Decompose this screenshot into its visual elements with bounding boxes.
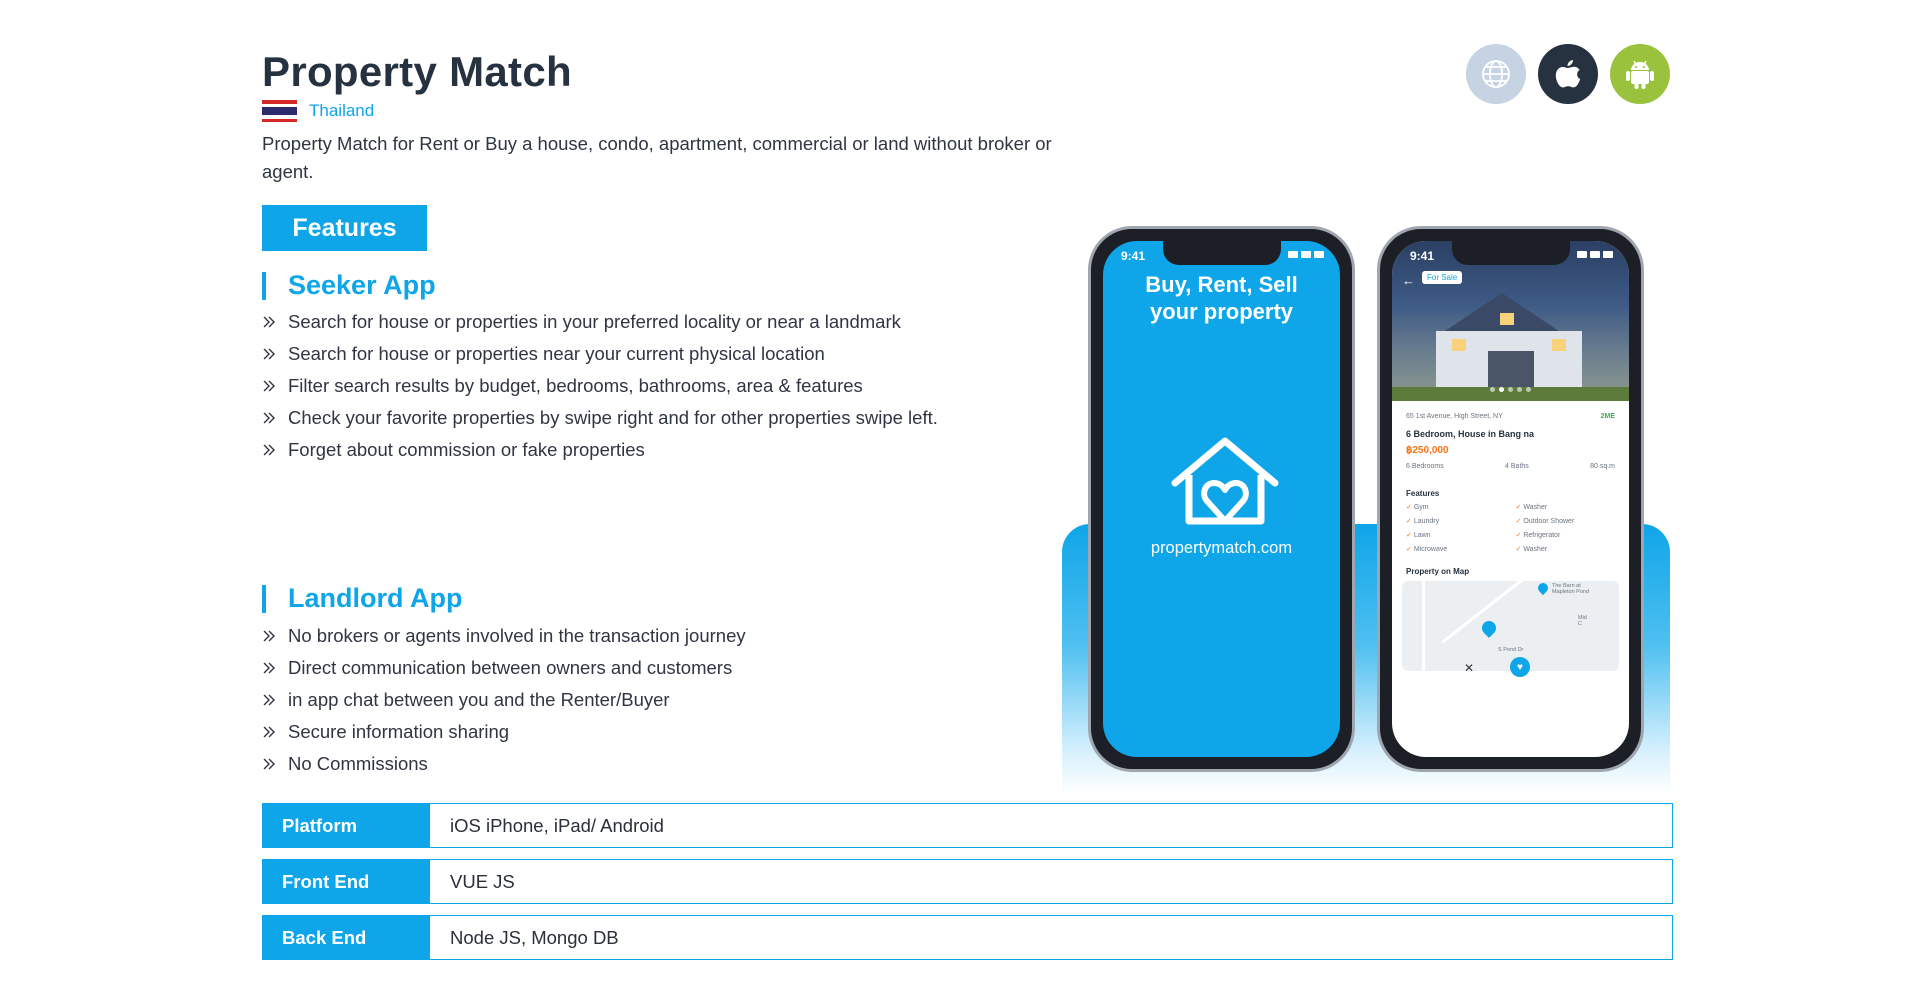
- spec-row-platform: [262, 803, 1673, 848]
- double-chevron-right-icon: [262, 379, 276, 393]
- splash-domain: propertymatch.com: [1150, 539, 1293, 557]
- feature-text: Search for house or properties in your preferred locality or near a landmark: [288, 311, 901, 332]
- back-arrow-icon[interactable]: ←: [1402, 273, 1415, 288]
- feature-text: Forget about commission or fake properties: [288, 439, 645, 460]
- feature-text: Secure information sharing: [288, 721, 510, 742]
- section-accent-bar: [262, 272, 266, 300]
- house-heart-logo-icon: [1167, 437, 1283, 527]
- phone-notch: [1452, 241, 1570, 265]
- globe-icon[interactable]: [1466, 44, 1526, 104]
- feature-text: in app chat between you and the Renter/Buyer: [288, 689, 670, 710]
- list-item: [262, 684, 746, 716]
- map-pin-icon: [1536, 581, 1550, 595]
- features-label: Features: [262, 205, 427, 251]
- seeker-app-title: Seeker App: [288, 270, 436, 300]
- feature-item: ✓ Washer: [1516, 503, 1616, 511]
- property-price: ฿250,000: [1406, 445, 1449, 456]
- splash-screen: [1103, 241, 1340, 757]
- platform-icons: [1466, 44, 1670, 104]
- baths-count: 4 Baths: [1505, 463, 1529, 470]
- phone-notch: [1163, 241, 1281, 265]
- list-item: [262, 716, 746, 748]
- map-label: The Barn at Mapleton Pond: [1552, 583, 1589, 595]
- spec-value: VUE JS: [450, 870, 515, 892]
- property-address: 65 1st Avenue, High Street, NY: [1406, 413, 1503, 420]
- listing-screen: [1392, 241, 1629, 757]
- double-chevron-right-icon: [262, 661, 276, 675]
- property-title: 6 Bedroom, House in Bang na: [1406, 429, 1535, 439]
- slogan-line: Buy, Rent, Sell: [1145, 272, 1298, 297]
- seeker-app-heading: [262, 270, 436, 301]
- phone-mockup-listing: [1377, 226, 1644, 772]
- page-title: Property Match: [262, 48, 572, 95]
- feature-text: Direct communication between owners and customers: [288, 657, 733, 678]
- status-time: 9:41: [1410, 249, 1435, 263]
- feature-item: ✓ Lawn: [1406, 531, 1506, 539]
- feature-item: ✓ Outdoor Shower: [1516, 517, 1616, 525]
- landlord-feature-list: [262, 620, 746, 780]
- spec-row-back-end: [262, 915, 1673, 960]
- status-icons: [1288, 251, 1324, 258]
- section-accent-bar: [262, 585, 266, 613]
- feature-text: No Commissions: [288, 753, 428, 774]
- status-icons: [1577, 251, 1613, 258]
- bedrooms-count: 6 Bedrooms: [1406, 463, 1444, 470]
- feature-text: Check your favorite properties by swipe right and for other properties swipe left.: [288, 407, 938, 428]
- thailand-flag-icon: [262, 100, 297, 122]
- property-map[interactable]: [1402, 581, 1619, 671]
- feature-item: ✓ Washer: [1516, 545, 1616, 553]
- spec-key: Platform: [263, 804, 430, 847]
- feature-text: Filter search results by budget, bedrooms, bathrooms, area & features: [288, 375, 863, 396]
- country-row: [262, 100, 374, 122]
- map-heading: Property on Map: [1406, 567, 1470, 576]
- list-item: [262, 402, 938, 434]
- android-icon[interactable]: [1610, 44, 1670, 104]
- map-pin-icon: [1479, 618, 1499, 638]
- double-chevron-right-icon: [262, 725, 276, 739]
- spec-key: Front End: [263, 860, 430, 903]
- feature-item: ✓ Refrigerator: [1516, 531, 1616, 539]
- spec-value: iOS iPhone, iPad/ Android: [450, 814, 664, 836]
- feature-item: ✓ Microwave: [1406, 545, 1506, 553]
- double-chevron-right-icon: [262, 411, 276, 425]
- seeker-feature-list: [262, 306, 938, 466]
- feature-item: ✓ Laundry: [1406, 517, 1506, 525]
- features-grid: [1406, 503, 1615, 553]
- splash-slogan: [1103, 271, 1340, 325]
- double-chevron-right-icon: [262, 629, 276, 643]
- feature-text: No brokers or agents involved in the transaction journey: [288, 625, 746, 646]
- list-item: [262, 748, 746, 780]
- for-sale-badge: For Sale: [1422, 271, 1462, 284]
- slogan-line: your property: [1149, 299, 1294, 324]
- project-description: Property Match for Rent or Buy a house, condo, apartment, commercial or land without broker or agent.: [262, 133, 1052, 182]
- list-item: [262, 620, 746, 652]
- double-chevron-right-icon: [262, 315, 276, 329]
- list-item: [262, 652, 746, 684]
- apple-icon[interactable]: [1538, 44, 1598, 104]
- spec-value: Node JS, Mongo DB: [450, 926, 619, 948]
- list-item: [262, 370, 938, 402]
- property-specs: [1406, 463, 1615, 470]
- double-chevron-right-icon: [262, 347, 276, 361]
- feature-item: ✓ Gym: [1406, 503, 1506, 511]
- double-chevron-right-icon: [262, 443, 276, 457]
- list-item: [262, 306, 938, 338]
- spec-row-front-end: [262, 859, 1673, 904]
- double-chevron-right-icon: [262, 693, 276, 707]
- favorite-heart-icon[interactable]: ♥: [1510, 657, 1530, 677]
- map-label: Mid C: [1578, 615, 1587, 627]
- spec-key: Back End: [263, 916, 430, 959]
- double-chevron-right-icon: [262, 757, 276, 771]
- features-heading: Features: [1406, 489, 1440, 498]
- phone-mockup-splash: [1088, 226, 1355, 772]
- availability-badge: 2ME: [1600, 413, 1615, 420]
- status-time: 9:41: [1121, 249, 1146, 263]
- dismiss-icon[interactable]: ✕: [1464, 661, 1475, 675]
- list-item: [262, 338, 938, 370]
- address-row: [1406, 413, 1615, 420]
- landlord-app-title: Landlord App: [288, 583, 463, 613]
- feature-text: Search for house or properties near your current physical location: [288, 343, 825, 364]
- carousel-dots: [1392, 387, 1629, 392]
- landlord-app-heading: [262, 583, 462, 614]
- country-name: Thailand: [309, 101, 375, 120]
- area-value: 80 sq.m: [1590, 463, 1615, 470]
- map-label: S Pond Dr: [1498, 647, 1524, 653]
- property-photo: [1392, 241, 1629, 401]
- list-item: [262, 434, 938, 466]
